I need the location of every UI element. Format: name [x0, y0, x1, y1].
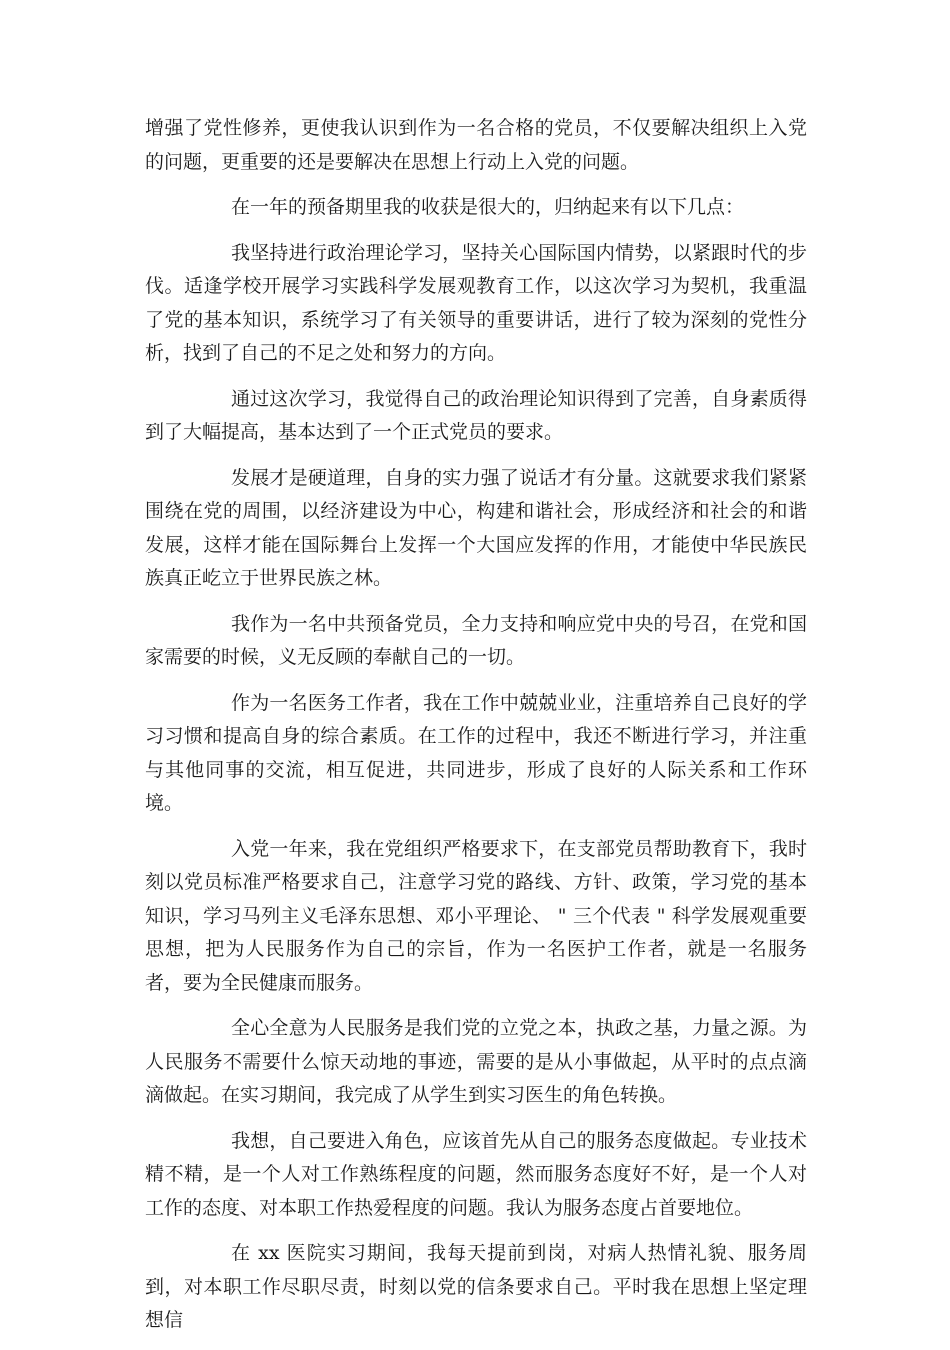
paragraph: 在 xx 医院实习期间，我每天提前到岗，对病人热情礼貌、服务周到，对本职工作尽职尽责，时刻以党的信条要求自己。平时我在思想上坚定理想信 [145, 1242, 807, 1331]
paragraph: 在一年的预备期里我的收获是很大的，归纳起来有以下几点： [231, 196, 745, 218]
document-body [145, 112, 807, 1350]
paragraph: 增强了党性修养，更使我认识到作为一名合格的党员，不仅要解决组织上入党的问题，更重要的还是要解决在思想上行动上入党的问题。 [145, 117, 807, 173]
paragraph: 全心全意为人民服务是我们党的立党之本，执政之基，力量之源。为人民服务不需要什么惊天动地的事迹，需要的是从小事做起，从平时的点点滴滴做起。在实习期间，我完成了从学生到实习医生的角色转换。 [145, 1017, 807, 1106]
paragraph: 作为一名医务工作者，我在工作中兢兢业业，注重培养自己良好的学习习惯和提高自身的综合素质。在工作的过程中，我还不断进行学习，并注重与其他同事的交流，相互促进，共同进步，形成了良好的人际关系和工作环境。 [145, 691, 807, 814]
paragraph: 通过这次学习，我觉得自己的政治理论知识得到了完善，自身素质得到了大幅提高，基本达到了一个正式党员的要求。 [145, 387, 807, 443]
paragraph: 发展才是硬道理，自身的实力强了说话才有分量。这就要求我们紧紧围绕在党的周围，以经济建设为中心，构建和谐社会，形成经济和社会的和谐发展，这样才能在国际舞台上发挥一个大国应发挥的作用，才能使中华民族民族真正屹立于世界民族之林。 [145, 466, 807, 589]
paragraph: 我作为一名中共预备党员，全力支持和响应党中央的号召，在党和国家需要的时候，义无反顾的奉献自己的一切。 [145, 612, 807, 668]
paragraph: 入党一年来，我在党组织严格要求下，在支部党员帮助教育下，我时刻以党员标准严格要求自己，注意学习党的路线、方针、政策，学习党的基本知识，学习马列主义毛泽东思想、邓小平理论、 " 三个代表 " 科学发展观重要思想，把为人民服务作为自己的宗旨，作为一名医护工作者，就是一名服务者，要为全民健康而服务。 [145, 837, 807, 994]
paragraph: 我想，自己要进入角色，应该首先从自己的服务态度做起。专业技术精不精，是一个人对工作熟练程度的问题，然而服务态度好不好，是一个人对工作的态度、对本职工作热爱程度的问题。我认为服务态度占首要地位。 [145, 1129, 807, 1219]
paragraph: 我坚持进行政治理论学习，坚持关心国际国内情势，以紧跟时代的步伐。适逢学校开展学习实践科学发展观教育工作，以这次学习为契机，我重温了党的基本知识，系统学习了有关领导的重要讲话，进行了较为深刻的党性分析，找到了自己的不足之处和努力的方向。 [145, 241, 807, 364]
